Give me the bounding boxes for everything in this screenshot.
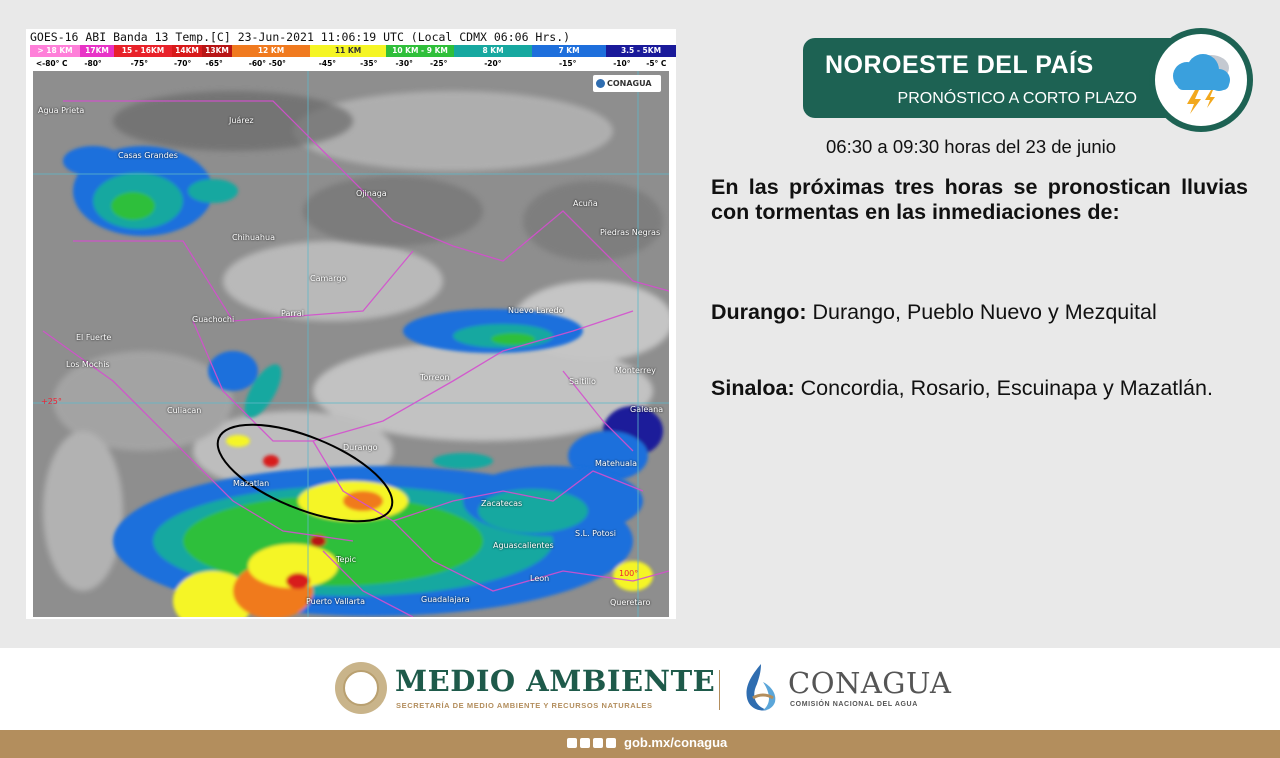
city-label: Nuevo Laredo: [508, 306, 564, 315]
city-label: Piedras Negras: [600, 228, 661, 237]
city-label: Guadalajara: [421, 595, 470, 604]
scale-label: > 18 KM: [30, 45, 80, 57]
national-seal-icon: [335, 662, 387, 714]
banner-subtitle: PRONÓSTICO A CORTO PLAZO: [897, 90, 1137, 107]
state-forecast-sinaloa: [711, 376, 1248, 401]
satellite-map: [33, 71, 669, 617]
temp-label: -35°: [360, 59, 378, 68]
altitude-scale: [30, 45, 676, 57]
weather-badge: [1149, 28, 1253, 132]
city-label: Acuña: [573, 199, 598, 208]
city-label: Ojinaga: [356, 189, 387, 198]
temp-label: -5° C: [646, 59, 667, 68]
city-label: Mazatlan: [233, 479, 270, 488]
scale-label: 11 KM: [310, 45, 386, 57]
state-forecast-durango: [711, 300, 1248, 325]
temp-label: -20°: [484, 59, 502, 68]
scale-label: 10 KM - 9 KM: [386, 45, 454, 57]
temp-label: -60° -50°: [248, 59, 286, 68]
conagua-title: CONAGUA: [788, 666, 952, 700]
conagua-mini-logo: CONAGUA: [593, 75, 661, 92]
city-label: S.L. Potosi: [575, 529, 617, 538]
temp-label: -25°: [430, 59, 448, 68]
conagua-logo-icon: [741, 662, 781, 714]
city-label: Queretaro: [610, 598, 651, 607]
social-icons: [567, 738, 616, 748]
state-places: Concordia, Rosario, Escuinapa y Mazatlán.: [800, 376, 1213, 400]
temp-label: -65°: [205, 59, 223, 68]
instagram-icon[interactable]: [593, 738, 603, 748]
city-label: Zacatecas: [481, 499, 523, 508]
twitter-icon[interactable]: [580, 738, 590, 748]
storm-cloud-icon: [1155, 34, 1247, 126]
temp-label: -80°: [84, 59, 102, 68]
city-label: El Fuerte: [76, 333, 112, 342]
city-label: Puerto Vallarta: [306, 597, 365, 606]
city-label: Leon: [530, 574, 550, 583]
footer-divider: [719, 670, 720, 710]
city-label: Galeana: [630, 405, 664, 414]
city-label: Durango: [343, 443, 378, 452]
scale-label: 8 KM: [454, 45, 532, 57]
medio-ambiente-title: MEDIO AMBIENTE: [395, 664, 716, 698]
forecast-time: 06:30 a 09:30 horas del 23 de junio: [826, 136, 1117, 157]
temp-label: -45°: [318, 59, 337, 68]
satellite-image-panel: [26, 29, 676, 619]
city-label: Los Mochis: [66, 360, 110, 369]
temp-label: <-80° C: [35, 59, 68, 68]
city-label: Culiacan: [167, 406, 202, 415]
latitude-label: +25°: [41, 397, 62, 406]
scale-label: 12 KM: [232, 45, 310, 57]
city-label: Juárez: [229, 116, 254, 125]
temp-label: -75°: [130, 59, 148, 68]
scale-label: 7 KM: [532, 45, 606, 57]
state-places: Durango, Pueblo Nuevo y Mezquital: [812, 300, 1157, 324]
state-name: Durango:: [711, 300, 807, 324]
city-label: Aguascalientes: [493, 541, 554, 550]
longitude-label: 100°: [619, 569, 639, 578]
temp-label: -10°: [613, 59, 631, 68]
city-label: Saltillo: [569, 377, 596, 386]
scale-label: 14KM: [172, 45, 202, 57]
facebook-icon[interactable]: [567, 738, 577, 748]
city-label: Camargo: [310, 274, 347, 283]
temp-label: -30°: [395, 59, 413, 68]
social-bar: [0, 730, 1280, 758]
city-label: Agua Prieta: [38, 106, 85, 115]
weather-badge-inner: [1155, 34, 1247, 126]
banner-title: NOROESTE DEL PAÍS: [825, 51, 1094, 79]
youtube-icon[interactable]: [606, 738, 616, 748]
city-label: Parral: [281, 309, 304, 318]
footer: [0, 648, 1280, 730]
satellite-header: GOES-16 ABI Banda 13 Temp.[C] 23-Jun-2021 11:06:19 UTC (Local CDMX 06:06 Hrs.): [30, 30, 571, 44]
medio-ambiente-subtitle: SECRETARÍA DE MEDIO AMBIENTE Y RECURSOS NATURALES: [396, 701, 653, 710]
temp-label: -15°: [559, 59, 577, 68]
forecast-intro: En las próximas tres horas se pronostican lluvias con tormentas en las inmediaciones de:: [711, 175, 1248, 224]
scale-label: 13KM: [202, 45, 232, 57]
scale-label: 3.5 - 5KM: [606, 45, 676, 57]
city-label: Casas Grandes: [118, 151, 178, 160]
city-label: Torreon: [420, 373, 450, 382]
website-link[interactable]: gob.mx/conagua: [624, 735, 728, 750]
city-label: Chihuahua: [232, 233, 275, 242]
state-name: Sinaloa:: [711, 376, 795, 400]
temperature-scale: [30, 58, 676, 70]
city-label: Monterrey: [615, 366, 656, 375]
region-banner: [803, 38, 1175, 118]
scale-label: 15 - 16KM: [114, 45, 172, 57]
city-label: Matehuala: [595, 459, 638, 468]
temp-label: -70°: [173, 59, 192, 68]
city-label: Guachochi: [192, 315, 235, 324]
city-label: Tepic: [336, 555, 357, 564]
conagua-subtitle: COMISIÓN NACIONAL DEL AGUA: [790, 701, 918, 708]
scale-label: 17KM: [80, 45, 114, 57]
